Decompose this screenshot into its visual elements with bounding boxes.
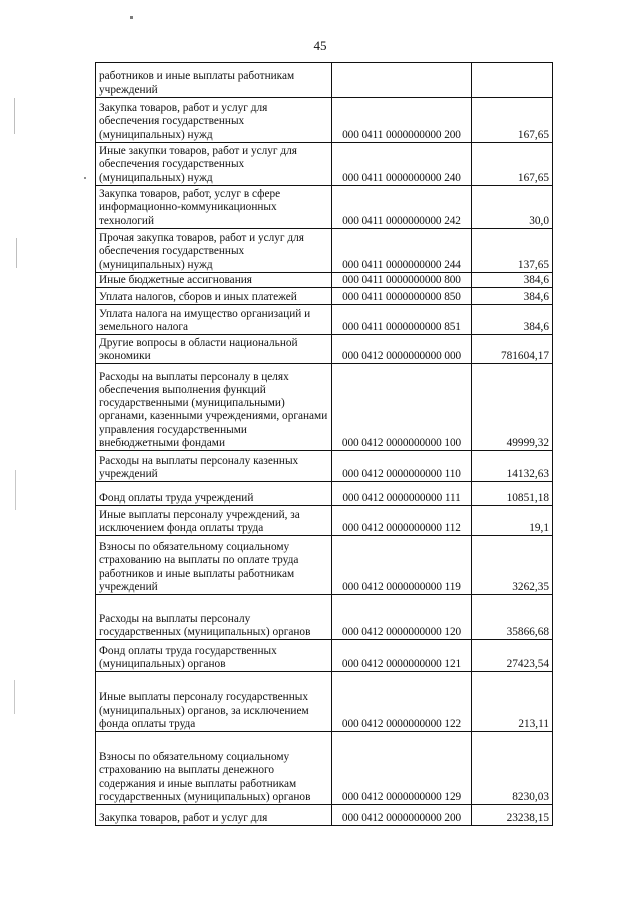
table-row (96, 732, 553, 805)
row-amount: 384,6 (472, 288, 553, 305)
row-description: Иные бюджетные ассигнования (96, 273, 332, 288)
row-amount: 384,6 (472, 273, 553, 288)
table-row (96, 273, 553, 288)
row-code: 000 0412 0000000000 100 (332, 364, 472, 451)
row-description: Иные выплаты персоналу государственных (муниципальных) органов, за исключением фонда оплаты труда (96, 672, 332, 732)
table-row (96, 288, 553, 305)
row-code: 000 0412 0000000000 110 (332, 451, 472, 482)
row-description: Расходы на выплаты персоналу государственных (муниципальных) органов (96, 595, 332, 640)
row-code: 000 0411 0000000000 240 (332, 143, 472, 186)
scan-mark (15, 470, 16, 510)
row-code (332, 63, 472, 98)
table-row (96, 229, 553, 273)
row-code: 000 0412 0000000000 129 (332, 732, 472, 805)
table-row (96, 63, 553, 98)
table-row (96, 805, 553, 826)
row-code: 000 0411 0000000000 800 (332, 273, 472, 288)
row-amount: 35866,68 (472, 595, 553, 640)
table-row (96, 98, 553, 143)
table-row (96, 595, 553, 640)
row-description: работников и иные выплаты работникам учреждений (96, 63, 332, 98)
row-amount: 14132,63 (472, 451, 553, 482)
row-amount: 167,65 (472, 143, 553, 186)
table-row (96, 506, 553, 536)
row-code: 000 0412 0000000000 121 (332, 640, 472, 672)
scan-mark (84, 177, 86, 179)
row-amount: 27423,54 (472, 640, 553, 672)
table-row (96, 451, 553, 482)
row-description: Закупка товаров, работ, услуг в сфере информационно-коммуникационных технологий (96, 186, 332, 229)
row-amount: 384,6 (472, 305, 553, 335)
budget-table (95, 62, 553, 826)
row-amount: 30,0 (472, 186, 553, 229)
page-number: 45 (313, 38, 327, 53)
row-description: Закупка товаров, работ и услуг для обеспечения государственных (муниципальных) нужд (96, 98, 332, 143)
row-code: 000 0411 0000000000 851 (332, 305, 472, 335)
row-amount: 23238,15 (472, 805, 553, 826)
row-amount: 3262,35 (472, 536, 553, 595)
row-amount: 213,11 (472, 672, 553, 732)
row-amount: 167,65 (472, 98, 553, 143)
table-row (96, 364, 553, 451)
row-code: 000 0411 0000000000 200 (332, 98, 472, 143)
table-row (96, 186, 553, 229)
row-code: 000 0412 0000000000 122 (332, 672, 472, 732)
row-description: Уплата налогов, сборов и иных платежей (96, 288, 332, 305)
row-amount (472, 63, 553, 98)
row-amount: 8230,03 (472, 732, 553, 805)
row-code: 000 0411 0000000000 244 (332, 229, 472, 273)
row-description: Иные закупки товаров, работ и услуг для обеспечения государственных (муниципальных) нужд (96, 143, 332, 186)
row-description: Фонд оплаты труда государственных (муниципальных) органов (96, 640, 332, 672)
scan-mark (14, 98, 15, 134)
row-amount: 781604,17 (472, 335, 553, 364)
row-description: Другие вопросы в области национальной экономики (96, 335, 332, 364)
row-amount: 49999,32 (472, 364, 553, 451)
table-row (96, 335, 553, 364)
row-description: Иные выплаты персоналу учреждений, за исключением фонда оплаты труда (96, 506, 332, 536)
table-row (96, 482, 553, 506)
table-row (96, 536, 553, 595)
row-amount: 137,65 (472, 229, 553, 273)
row-description: Уплата налога на имущество организаций и земельного налога (96, 305, 332, 335)
row-code: 000 0412 0000000000 000 (332, 335, 472, 364)
row-description: Расходы на выплаты персоналу в целях обеспечения выполнения функций государственными (муниципальными) органами, казенными учреждениями, органами управления государственными внебюджетными фондами (96, 364, 332, 451)
row-code: 000 0412 0000000000 112 (332, 506, 472, 536)
scan-mark (130, 16, 133, 19)
row-code: 000 0411 0000000000 242 (332, 186, 472, 229)
row-amount: 10851,18 (472, 482, 553, 506)
table-row (96, 143, 553, 186)
row-code: 000 0411 0000000000 850 (332, 288, 472, 305)
row-description: Взносы по обязательному социальному страхованию на выплаты по оплате труда работников и иные выплаты работникам учреждений (96, 536, 332, 595)
scan-mark (16, 238, 17, 268)
row-description: Прочая закупка товаров, работ и услуг для обеспечения государственных (муниципальных) нужд (96, 229, 332, 273)
table-row (96, 305, 553, 335)
table-row (96, 672, 553, 732)
row-description: Взносы по обязательному социальному страхованию на выплаты денежного содержания и иные выплаты работникам государственных (муниципальных) органов (96, 732, 332, 805)
row-description: Расходы на выплаты персоналу казенных учреждений (96, 451, 332, 482)
row-description: Закупка товаров, работ и услуг для (96, 805, 332, 826)
row-amount: 19,1 (472, 506, 553, 536)
row-code: 000 0412 0000000000 120 (332, 595, 472, 640)
row-code: 000 0412 0000000000 119 (332, 536, 472, 595)
row-description: Фонд оплаты труда учреждений (96, 482, 332, 506)
budget-table-body (96, 63, 553, 826)
scan-mark (14, 680, 15, 714)
row-code: 000 0412 0000000000 200 (332, 805, 472, 826)
table-row (96, 640, 553, 672)
row-code: 000 0412 0000000000 111 (332, 482, 472, 506)
